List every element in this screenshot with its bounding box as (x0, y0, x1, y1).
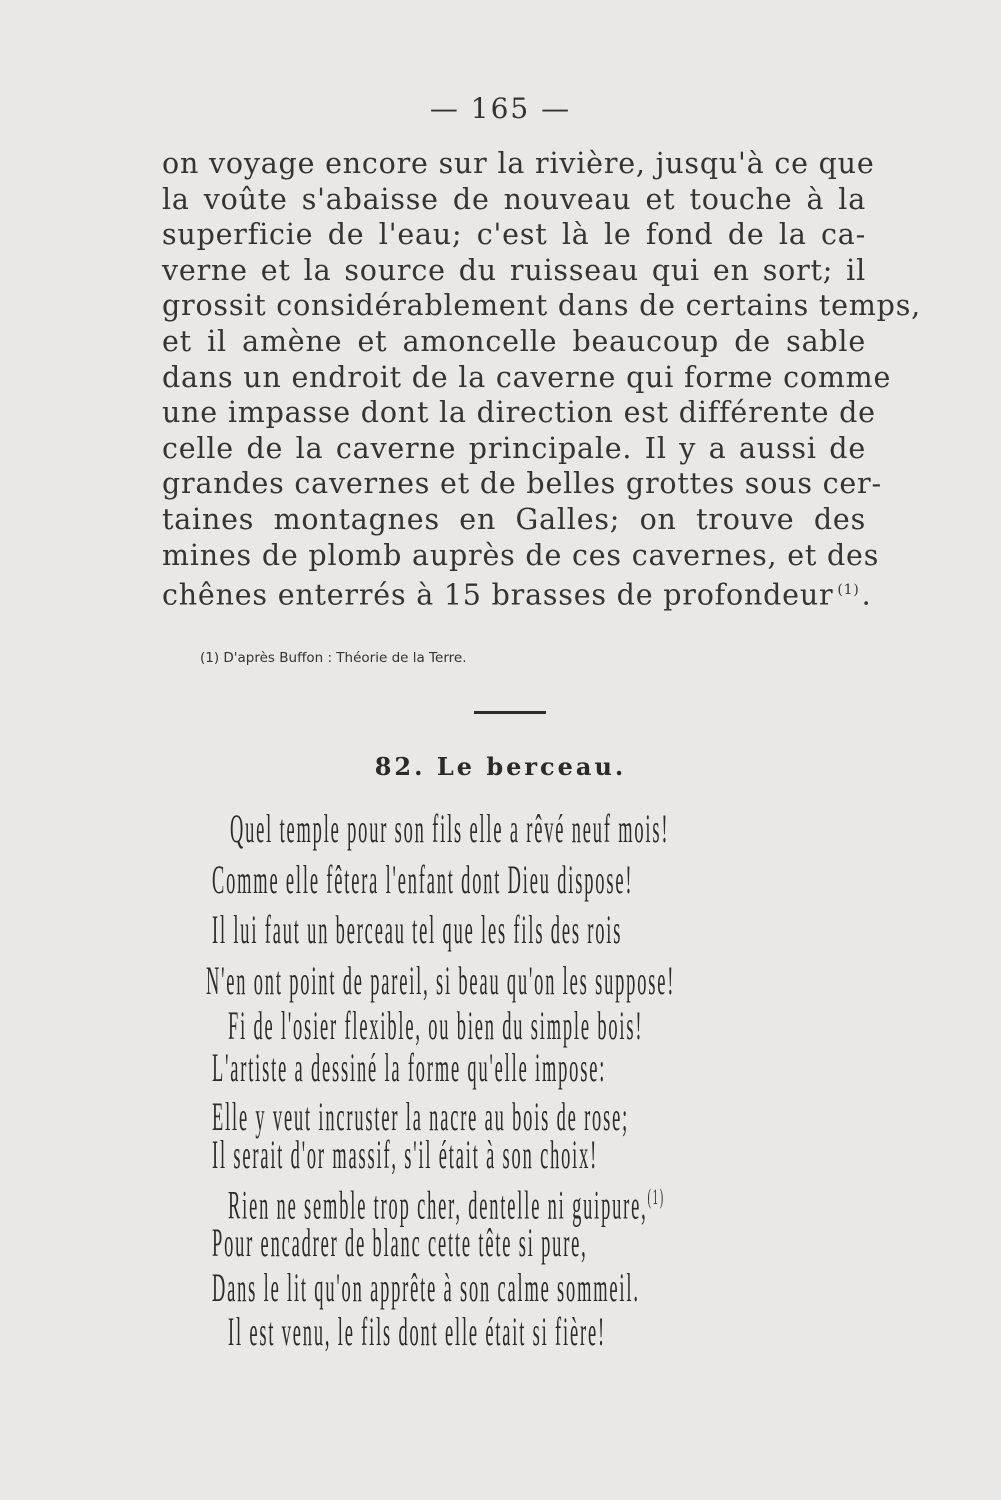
prose-line: verne et la source du ruisseau qui en sort; il (162, 253, 866, 287)
poem-line: Il lui faut un berceau tel que les fils des rois (212, 907, 623, 952)
prose-line: taines montagnes en Galles; on trouve des (162, 502, 866, 536)
prose-line: et il amène et amoncelle beaucoup de sable (162, 324, 866, 358)
poem-line: Comme elle fêtera l'enfant dont Dieu dispose! (212, 857, 634, 902)
poem-title: 82. Le berceau. (374, 752, 627, 781)
prose-last-line-end: . (861, 578, 872, 612)
prose-line: dans un endroit de la caverne qui forme comme (162, 360, 892, 394)
poem-line: N'en ont point de pareil, si beau qu'on les suppose! (206, 958, 676, 1003)
section-divider (474, 711, 546, 714)
poem-line: L'artiste a dessiné la forme qu'elle impose: (212, 1045, 607, 1090)
prose-line: superficie de l'eau; c'est là le fond de la ca- (162, 218, 866, 252)
prose-last-line (162, 573, 872, 612)
poem-line: Fi de l'osier flexible, ou bien du simple bois! (228, 1003, 644, 1048)
prose-line: grossit considérablement dans de certains temps, (162, 289, 921, 323)
poem-line: Elle y veut incruster la nacre au bois de rose; (212, 1094, 630, 1139)
poem-footnote-reference: (1) (647, 1184, 665, 1209)
prose-line: la voûte s'abaisse de nouveau et touche à la (162, 182, 866, 216)
page-number: — 165 — (429, 92, 572, 125)
prose-line: celle de la caverne principale. Il y a aussi de (162, 431, 866, 465)
prose-last-line-text: chênes enterrés à 15 brasses de profondeur (162, 578, 834, 612)
poem-line: Il est venu, le fils dont elle était si fière! (228, 1309, 606, 1354)
poem-line: Rien ne semble trop cher, dentelle ni guipure, (228, 1182, 648, 1228)
footnote-reference: (1) (837, 582, 860, 599)
poem-line: Pour encadrer de blanc cette tête si pure, (212, 1220, 588, 1265)
prose-line: grandes cavernes et de belles grottes sous cer- (162, 467, 882, 501)
prose-line: on voyage encore sur la rivière, jusqu'à ce que (162, 147, 875, 180)
prose-line: une impasse dont la direction est différente de (162, 396, 876, 430)
poem-line: Quel temple pour son fils elle a rêvé neuf mois! (230, 806, 670, 851)
poem-line: Il serait d'or massif, s'il était à son choix! (212, 1132, 599, 1177)
poem-line-with-ref (228, 1177, 665, 1228)
footnote: (1) D'après Buffon : Théorie de la Terre. (200, 650, 467, 666)
prose-paragraph (162, 146, 921, 612)
poem-line: Dans le lit qu'on apprête à son calme sommeil. (212, 1265, 640, 1310)
prose-line: mines de plomb auprès de ces cavernes, et des (162, 538, 880, 572)
